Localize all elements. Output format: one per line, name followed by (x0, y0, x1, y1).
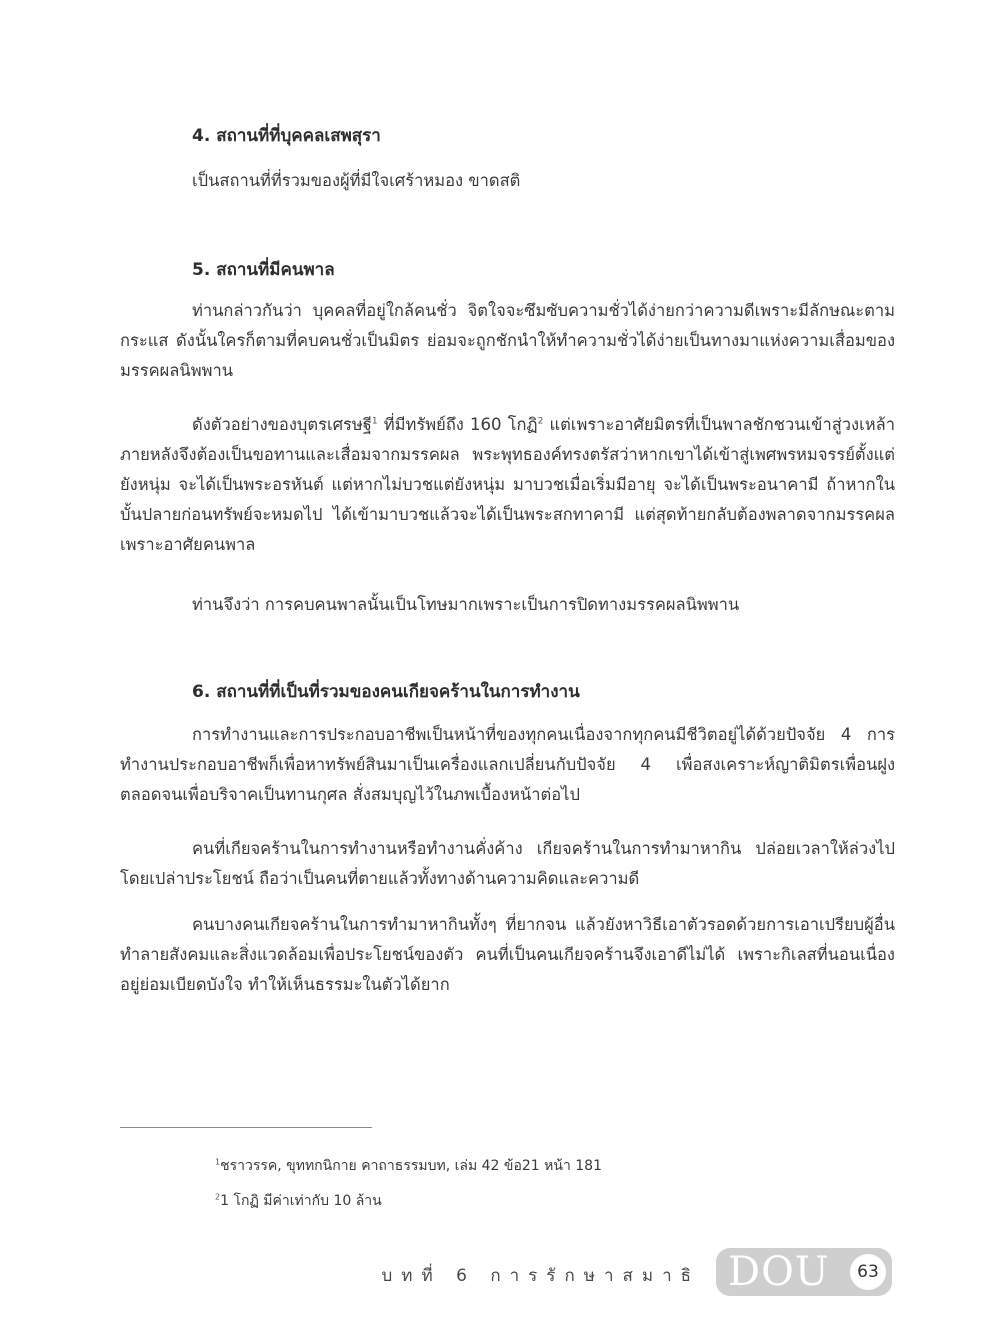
footnote-text: 1 โกฏิ มีค่าเท่ากับ 10 ล้าน (220, 1193, 382, 1209)
page-footer (0, 1248, 1000, 1298)
section-4-heading: 4. สถานที่ที่บุคคลเสพสุรา (192, 126, 381, 146)
footnote-text: ชราวรรค, ขุททกนิกาย คาถาธรรมบท, เล่ม 42 ข้อ21 หน้า 181 (220, 1158, 602, 1174)
paragraph-text: ที่มีทรัพย์ถึง 160 โกฏิ (377, 415, 538, 434)
footnote-divider (120, 1127, 372, 1128)
footnote-mark: 2 (215, 1192, 221, 1202)
footnote-2 (215, 1190, 382, 1212)
footnote-ref-1[interactable]: 1 (371, 416, 378, 427)
section-5-paragraph-3: ท่านจึงว่า การคบคนพาลนั้นเป็นโทษมากเพราะเป็นการปิดทางมรรคผลนิพพาน (192, 595, 740, 614)
page-number: 63 (850, 1254, 886, 1290)
paragraph-text: แต่เพราะอาศัยมิตรที่เป็นพาลชักชวนเข้าสู่วงเหล้า ภายหลังจึงต้องเป็นขอทานและเสื่อมจากมรรคผล พระพุทธองค์ทรงตรัสว่าหากเขาได้เข้าสู่เพศพรหมจรรย์ตั้งแต่ยังหนุ่ม จะได้เป็นพระอรหันต์ แต่หากไม่บวชแต่ยังหนุ่ม มาบวชเมื่อเริ่มมีอายุ จะได้เป็นพระอนาคามี ถ้าหากในบั้นปลายก่อนทรัพย์จะหมดไป ได้เข้ามาบวชแล้วจะได้เป็นพระสกทาคามี แต่สุดท้ายกลับต้องพลาดจากมรรคผลเพราะอาศัยคนพาล (120, 415, 896, 554)
section-5-paragraph-1: ท่านกล่าวกันว่า บุคคลที่อยู่ใกล้คนชั่ว จิตใจจะซึมซับความชั่วได้ง่ายกว่าความดีเพราะมีลักษณะตามกระแส ดังนั้นใครก็ตามที่คบคนชั่วเป็นมิตร ย่อมจะถูกชักนำให้ทำความชั่วได้ง่ายเป็นทางมาแห่งความเสื่อมของมรรคผลนิพพาน (120, 301, 895, 380)
paragraph-text: ดังตัวอย่างของบุตรเศรษฐี (192, 415, 372, 434)
footnote-ref-2[interactable]: 2 (537, 416, 544, 427)
section-6-paragraph-3: คนบางคนเกียจคร้านในการทำมาหากินทั้งๆ ที่ยากจน แล้วยังหาวิธีเอาตัวรอดด้วยการเอาเปรียบผู้อื่น ทำลายสังคมและสิ่งแวดล้อมเพื่อประโยชน์ของตัว คนที่เป็นคนเกียจคร้านจึงเอาดีไม่ได้ เพราะกิเลสที่นอนเนื่องอยู่ย่อมเบียดบังใจ ทำให้เห็นธรรมะในตัวได้ยาก (120, 915, 895, 994)
document-page (120, 0, 895, 1333)
section-6-paragraph-2: คนที่เกียจคร้านในการทำงานหรือทำงานคั่งค้าง เกียจคร้านในการทำมาหากิน ปล่อยเวลาให้ล่วงไปโดยเปล่าประโยชน์ ถือว่าเป็นคนที่ตายแล้วทั้งทางด้านความคิดและความดี (120, 839, 895, 888)
brand-badge (716, 1248, 892, 1296)
footnote-mark: 1 (215, 1157, 221, 1167)
chapter-title: บทที่ 6 การรักษาสมาธิ (381, 1266, 700, 1286)
section-4-paragraph: เป็นสถานที่ที่รวมของผู้ที่มีใจเศร้าหมอง ขาดสติ (192, 171, 521, 190)
brand-logo: DOU (728, 1249, 830, 1295)
section-6-paragraph-1: การทำงานและการประกอบอาชีพเป็นหน้าที่ของทุกคนเนื่องจากทุกคนมีชีวิตอยู่ได้ด้วยปัจจัย 4 การทำงานประกอบอาชีพก็เพื่อหาทรัพย์สินมาเป็นเครื่องแลกเปลี่ยนกับปัจจัย 4 เพื่อสงเคราะห์ญาติมิตรเพื่อนฝูง ตลอดจนเพื่อบริจาคเป็นทานกุศล สั่งสมบุญไว้ในภพเบื้องหน้าต่อไป (120, 725, 895, 804)
section-5-paragraph-2 (120, 410, 895, 560)
footnote-1 (215, 1155, 602, 1177)
section-6-heading: 6. สถานที่ที่เป็นที่รวมของคนเกียจคร้านในการทำงาน (192, 682, 580, 702)
section-5-heading: 5. สถานที่มีคนพาล (192, 260, 335, 280)
